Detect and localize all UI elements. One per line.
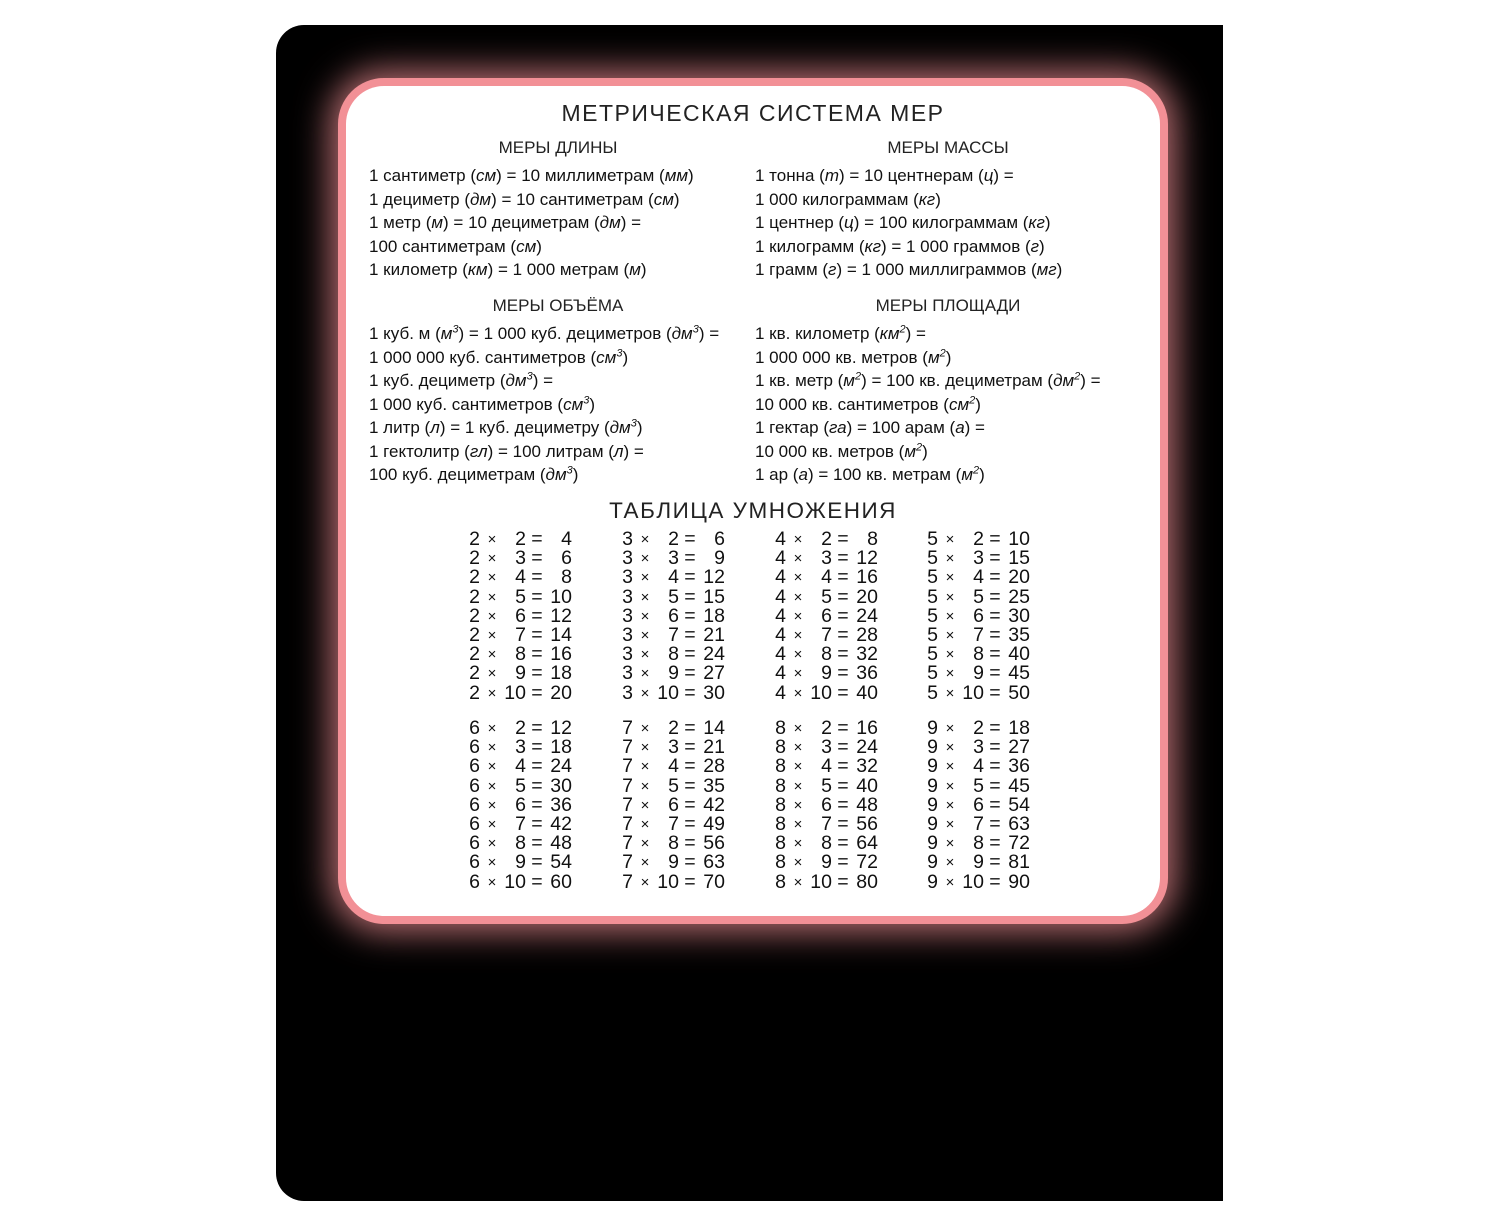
times-row: 2 × 6 = 12 [469, 604, 572, 627]
times-row: 9 × 2 = 18 [927, 717, 1030, 739]
measure-line: 100 куб. дециметрам $(дм^3)$ [369, 464, 579, 484]
times-row: 3 × 6 = 18 [622, 604, 725, 627]
times-row: 3 × 5 = 15 [622, 585, 725, 608]
measure-line: 1 000 000 куб. сантиметров $(см^3)$ [369, 346, 629, 367]
times-row: 8 × 5 = 40 [775, 774, 878, 797]
times-table-7 [621, 719, 725, 892]
times-row: 2 × 3 = 6 [469, 547, 572, 570]
times-row: 7 × 9 = 63 [622, 851, 725, 874]
times-table-5 [926, 530, 1030, 703]
measure-line: 1 000 000 кв. метров $(м^2)$ [755, 346, 952, 367]
times-row: 6 × 3 = 18 [469, 736, 572, 759]
times-row: 6 × 6 = 36 [469, 793, 572, 816]
times-row: 8 × 10 = 80 [775, 870, 878, 893]
measure-line: 1 гектар (га) = 100 арам (а) = [755, 418, 985, 437]
times-row: 7 × 10 = 70 [622, 870, 725, 893]
times-row: 8 × 3 = 24 [775, 736, 878, 759]
measure-line: 1 ар (а) = 100 кв. метрам $(м^2)$ [755, 464, 985, 484]
length-heading: МЕРЫ ДЛИНЫ [498, 138, 618, 157]
times-row: 7 × 8 = 56 [622, 832, 725, 855]
times-row: 3 × 10 = 30 [622, 681, 725, 704]
times-table-2 [468, 530, 572, 703]
times-row: 8 × 4 = 32 [775, 755, 878, 778]
times-row: 9 × 10 = 90 [927, 870, 1030, 893]
times-row: 2 × 4 = 8 [469, 566, 572, 589]
measure-line: 1 000 килограммам (кг) [755, 189, 941, 209]
times-row: 4 × 2 = 8 [775, 528, 878, 550]
times-row: 9 × 3 = 27 [927, 736, 1030, 759]
times-row: 6 × 4 = 24 [469, 755, 572, 778]
times-row: 4 × 8 = 32 [775, 643, 878, 666]
times-row: 6 × 9 = 54 [469, 851, 572, 874]
times-row: 3 × 3 = 9 [622, 547, 725, 570]
times-row: 2 × 8 = 16 [469, 643, 572, 666]
times-table-3 [621, 530, 725, 703]
measure-line: 10 000 кв. метров $(м^2)$ [755, 440, 928, 461]
times-row: 3 × 9 = 27 [622, 662, 725, 685]
measure-line: 1 куб. дециметр $(дм^3)$ = [369, 370, 553, 390]
times-row: 8 × 7 = 56 [775, 813, 878, 836]
times-row: 4 × 6 = 24 [775, 604, 878, 627]
times-row: 7 × 4 = 28 [622, 755, 725, 778]
times-row: 7 × 3 = 21 [622, 736, 725, 759]
times-row: 5 × 9 = 45 [927, 662, 1030, 685]
times-row: 5 × 7 = 35 [927, 624, 1030, 647]
times-row: 7 × 6 = 42 [622, 793, 725, 816]
times-row: 4 × 3 = 12 [775, 547, 878, 570]
measure-line: 1 сантиметр (см) = 10 миллиметрам (мм) [369, 166, 694, 185]
times-row: 3 × 7 = 21 [622, 624, 725, 647]
mass-list [755, 164, 1062, 282]
volume-list [369, 322, 719, 487]
times-row: 2 × 5 = 10 [469, 585, 572, 608]
times-row: 9 × 9 = 81 [927, 851, 1030, 874]
times-row: 5 × 2 = 10 [927, 528, 1030, 550]
length-list [369, 164, 694, 282]
measure-line: 100 сантиметрам (см) [369, 236, 542, 256]
area-heading: МЕРЫ ПЛОЩАДИ [875, 296, 1021, 315]
times-row: 5 × 3 = 15 [927, 547, 1030, 570]
reference-card [346, 86, 1160, 916]
times-table-6 [468, 719, 572, 892]
times-row: 2 × 10 = 20 [469, 681, 572, 704]
times-table-4 [774, 530, 878, 703]
times-row: 4 × 9 = 36 [775, 662, 878, 685]
measure-line: 1 метр (м) = 10 дециметрам (дм) = [369, 213, 642, 232]
times-row: 5 × 4 = 20 [927, 566, 1030, 589]
times-row: 4 × 5 = 20 [775, 585, 878, 608]
times-row: 7 × 2 = 14 [622, 717, 725, 739]
times-row: 6 × 7 = 42 [469, 813, 572, 836]
volume-heading: МЕРЫ ОБЪЁМА [492, 296, 624, 315]
times-row: 7 × 5 = 35 [622, 774, 725, 797]
measure-line: 1 дециметр (дм) = 10 сантиметрам (см) [369, 189, 680, 209]
measure-line: 1 000 куб. сантиметров $(см^3)$ [369, 393, 596, 414]
times-table-9 [926, 719, 1030, 892]
times-row: 9 × 6 = 54 [927, 793, 1030, 816]
measure-line: 1 килограмм (кг) = 1 000 граммов (г) [755, 236, 1045, 256]
times-row: 9 × 4 = 36 [927, 755, 1030, 778]
measure-line: 1 куб. м $(м^3) = 1$ 000 куб. дециметров $(дм^3)$ = [369, 323, 720, 343]
times-row: 5 × 10 = 50 [927, 681, 1030, 704]
times-row: 8 × 9 = 72 [775, 851, 878, 874]
times-row: 9 × 8 = 72 [927, 832, 1030, 855]
measure-line: 10 000 кв. сантиметров $(см^2)$ [755, 393, 981, 414]
times-row: 2 × 7 = 14 [469, 624, 572, 647]
mass-heading: МЕРЫ МАССЫ [887, 138, 1009, 157]
measure-line: 1 литр (л) = 1 куб. дециметру $(дм^3)$ [369, 417, 643, 437]
times-row: 4 × 4 = 16 [775, 566, 878, 589]
measure-line: 1 километр (км) = 1 000 метрам (м) [369, 260, 647, 279]
times-row: 8 × 6 = 48 [775, 793, 878, 816]
measure-line: 1 центнер (ц) = 100 килограммам (кг) [755, 213, 1051, 232]
times-row: 8 × 8 = 64 [775, 832, 878, 855]
times-row: 9 × 7 = 63 [927, 813, 1030, 836]
times-row: 7 × 7 = 49 [622, 813, 725, 836]
times-row: 4 × 7 = 28 [775, 624, 878, 647]
times-row: 6 × 10 = 60 [469, 870, 572, 893]
times-row: 6 × 2 = 12 [469, 717, 572, 739]
measure-line: 1 грамм (г) = 1 000 миллиграммов (мг) [755, 260, 1063, 279]
page-title: МЕТРИЧЕСКАЯ СИСТЕМА МЕР [561, 100, 945, 126]
times-row: 4 × 10 = 40 [775, 681, 878, 704]
times-row: 2 × 2 = 4 [469, 528, 572, 550]
measure-line: 1 кв. километр $(км^2)$ = [755, 323, 926, 343]
measure-line: 1 кв. метр $(м^2) = 100$ кв. дециметрам $(дм^2)$ = [755, 370, 1101, 390]
times-row: 5 × 5 = 25 [927, 585, 1030, 608]
times-row: 9 × 5 = 45 [927, 774, 1030, 797]
measure-line: 1 гектолитр (гл) = 100 литрам (л) = [369, 441, 644, 461]
measure-line: 1 тонна (т) = 10 центнерам (ц) = [755, 166, 1014, 185]
times-row: 3 × 8 = 24 [622, 643, 725, 666]
times-row: 8 × 2 = 16 [775, 717, 878, 739]
times-table-8 [774, 719, 878, 892]
multiplication-heading: ТАБЛИЦА УМНОЖЕНИЯ [609, 498, 897, 523]
times-row: 5 × 6 = 30 [927, 604, 1030, 627]
times-row: 6 × 5 = 30 [469, 774, 572, 797]
times-row: 2 × 9 = 18 [469, 662, 572, 685]
times-row: 6 × 8 = 48 [469, 832, 572, 855]
area-list [755, 322, 1101, 487]
times-row: 5 × 8 = 40 [927, 643, 1030, 666]
times-row: 3 × 4 = 12 [622, 566, 725, 589]
times-row: 3 × 2 = 6 [622, 528, 725, 550]
